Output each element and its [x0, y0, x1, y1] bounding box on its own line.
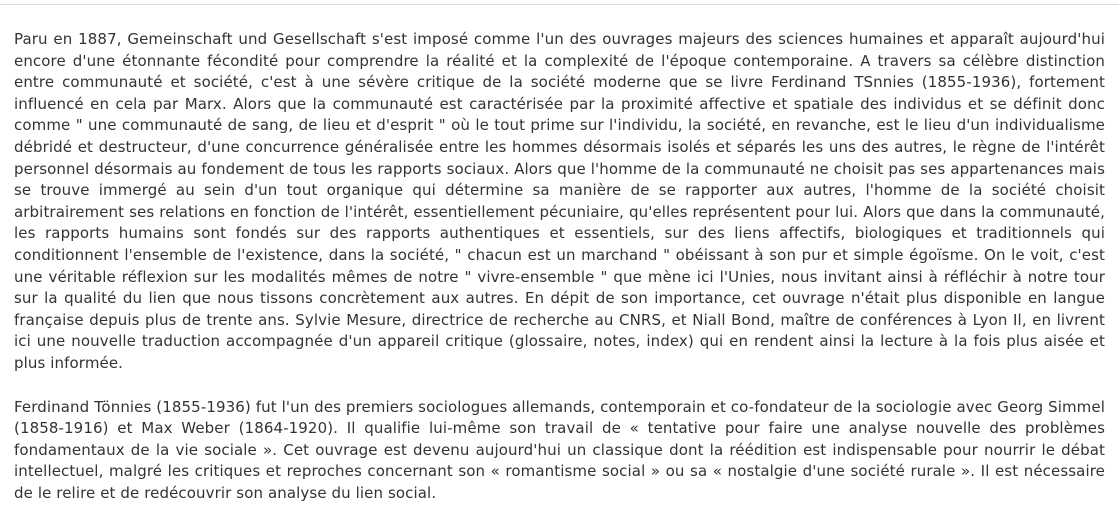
paragraph-author-bio: Ferdinand Tönnies (1855-1936) fut l'un des premiers sociologues allemands, contemporain et co-fondateur de la sociologie avec Georg Simmel (1858-1916) et Max Weber (1864-1920). Il qualifie lui-même son travail de « tentative pour faire une analyse nouvelle des problèmes fondamentaux de la vie sociale ». Cet ouvrage est devenu aujourd'hui un classique dont la réédition est indispensable pour nourrir le débat intellectuel, malgré les critiques et reproches concernant son « romantisme social » ou sa « nostalgie d'une société rurale ». Il est nécessaire de le relire et de redécouvrir son analyse du lien social.	[14, 397, 1105, 502]
article-body	[0, 5, 1119, 504]
paragraph-book-presentation: Paru en 1887, Gemeinschaft und Gesellschaft s'est imposé comme l'un des ouvrages majeurs des sciences humaines et apparaît aujourd'hui encore d'une étonnante fécondité pour comprendre la réalité et la complexité de l'époque contemporaine. A travers sa célèbre distinction entre communauté et société, c'est à une sévère critique de la société moderne que se livre Ferdinand TSnnies (1855-1936), fortement influencé en cela par Marx. Alors que la communauté est caractérisée par la proximité affective et spatiale des individus et se définit donc comme " une communauté de sang, de lieu et d'esprit " où le tout prime sur l'individu, la société, en revanche, est le lieu d'un individualisme débridé et destructeur, d'une concurrence généralisée entre les hommes désormais isolés et séparés les uns des autres, le règne de l'intérêt personnel désormais au fondement de tous les rapports sociaux. Alors que l'homme de la communauté ne choisit pas ses appartenances mais se trouve immergé au sein d'un tout organique qui détermine sa manière de se rapporter aux autres, l'homme de la société choisit arbitrairement ses relations en fonction de l'intérêt, essentiellement pécuniaire, qu'elles représentent pour lui. Alors que dans la communauté, les rapports humains sont fondés sur des rapports authentiques et essentiels, sur des liens affectifs, biologiques et traditionnels qui conditionnent l'ensemble de l'existence, dans la société, " chacun est un marchand " obéissant à son pur et simple égoïsme. On le voit, c'est une véritable réflexion sur les modalités mêmes de notre " vivre-ensemble " que mène ici l'Unies, nous invitant ainsi à réfléchir à notre tour sur la qualité du lien que nous tissons concrètement aux autres. En dépit de son importance, cet ouvrage n'était plus disponible en langue française depuis plus de trente ans. Sylvie Mesure, directrice de recherche au CNRS, et Niall Bond, maître de conférences à Lyon Il, en livrent ici une nouvelle traduction accompagnée d'un appareil critique (glossaire, notes, index) qui en rendent ainsi la lecture à la fois plus aisée et plus informée.	[14, 30, 1105, 372]
